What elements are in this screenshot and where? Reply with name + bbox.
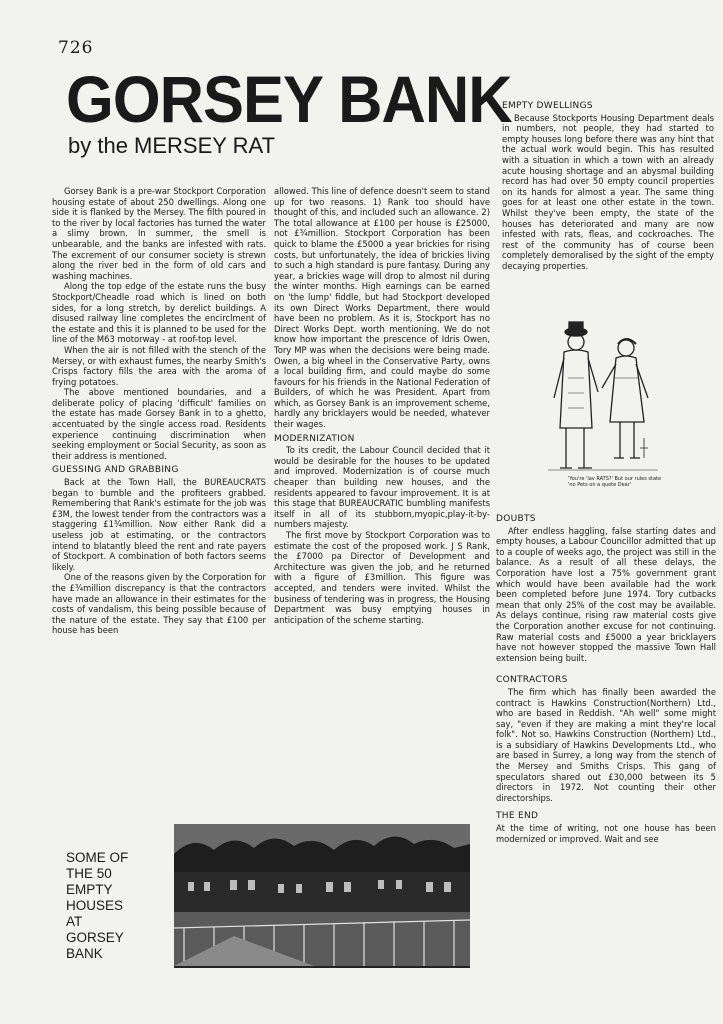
section-heading-contractors: CONTRACTORS — [496, 675, 568, 686]
cartoon-caption: 'You're 'lav RATS?' But our rules state 'no Pets on a quote Dear' — [568, 476, 662, 488]
article-column-1 — [52, 186, 266, 636]
paragraph: When the air is not filled with the stench of the Mersey, or with exhaust fumes, the nearby Smith's Crisps factory fills the area with the aroma of frying potatoes. — [52, 344, 266, 387]
caption-line: EMPTY — [66, 882, 113, 897]
caption-line: HOUSES — [66, 898, 124, 913]
paragraph: The first move by Stockport Corporation was to estimate the cost of the proposed work. J S Rank, the £7000 pa Director of Development and Architecture was given the job, and he returned with a figure of £3million. This figure was accepted, and tenders were invited. Whilst the business of tendering was in progress, the Housing Department was busy emptying houses in anticipation of the scheme starting. — [274, 530, 490, 625]
section-heading-doubts: DOUBTS — [496, 514, 536, 524]
headline: GORSEY BANK — [66, 62, 512, 136]
paragraph: After endless haggling, false starting dates and empty houses, a Labour Councillor admitted that up to a couple of weeks ago, the project was still in the balance. As a result of all these delays, the Corporation have lost a 75% government grant which would have been available had the work been completed before June 1974. Tory cutbacks mean that only 25% of the cost may be available. As delays continue, rising raw material costs give the Corporation another excuse for not continuing. Raw material costs and £5000 a year bricklayers have not however stopped the massive Town Hall extension being built. — [496, 525, 716, 663]
paragraph: Back at the Town Hall, the BUREAUCRATS began to bumble and the profiteers grabbed. Remembering that Rank's estimate for the job was £3M, the lowest tender from the contractors was a staggering £1¾million. Now either Rank did a useless job at estimating, or the contractors intend to blatantly bleed the rent and rate payers of Stockport. A combination of both factors seems likely. — [52, 477, 266, 572]
caption-line: THE 50 — [66, 866, 112, 881]
caption-line: AT — [66, 914, 83, 929]
cartoon-illustration — [548, 318, 658, 498]
paragraph: At the time of writing, not one house has been modernized or improved. Wait and see — [496, 823, 716, 844]
article-column-2 — [274, 186, 490, 625]
paragraph: The firm which has finally been awarded the contract is Hawkins Construction(Northern) Ltd., who are based in Reddish. "Ah well" some might say, "even if they are making a mint they're local folk". Not so. Hawkins Construction (Northern) Ltd., is a subsidiary of Hawkins Developments Ltd., who are based in Surrey, a long way from the stench of the Mersey and Smiths Crisps. This gang of speculators shared out £30,000 between its 5 directors in 1972. Not counting their other directorships. — [496, 686, 716, 803]
paragraph: To its credit, the Labour Council decided that it would be desirable for the houses to be updated and improved. Modernization is of course much cheaper than building new houses, and the residents appeared to favour improvement. It is at this stage that BUREAUCRATIC bumbling manifests itself in all of its stubborn,myopic,play-it-by-numbers majesty. — [274, 445, 490, 530]
section-heading-guessing: GUESSING AND GRABBING — [52, 465, 179, 476]
caption-line: GORSEY — [66, 930, 124, 945]
section-heading-empty-dwellings: EMPTY DWELLINGS — [502, 101, 593, 111]
caption-line: SOME OF — [66, 850, 129, 865]
article-column-3-top — [502, 97, 714, 272]
paragraph: Because Stockports Housing Department deals in numbers, not people, they had started to empty houses long before there was any hint that the actual work would begin. This has resulted with a situation in which a town with an already acute housing shortage and an abysmal building record has had over 50 empty council properties on its hands for almost a year. The same thing goes for at least one other estate in the town. Whilst they've been empty, the state of the houses has deteriorated and many are now infested with rats, fleas, and cockroaches. The rest of the community has of course been completely demoralised by the sight of the empty decaying properties. — [502, 112, 714, 271]
paragraph: Gorsey Bank is a pre-war Stockport Corporation housing estate of about 250 dwellings. Along one side it is flanked by the Mersey. The filth poured in to the river by local factories has turned the water a slimy brown. In summer, the smell is unbearable, and the banks are infested with rats. The excrement of our consumer society is strewn along the river bed in the form of old cars and washing machines. — [52, 186, 266, 281]
paragraph: allowed. This line of defence doesn't seem to stand up for two reasons. 1) Rank too should have thought of this, and included such an allowance. 2) The total allowance at £100 per house is £25000, not £¾million. Stockport Corporation has been quick to blame the £5000 a year brickies for rising costs, but unfortunately, the idea of brickies living to such a high standard is pure fantasy. During any year, a brickies wage will drop to almost nil during the winter months. High earnings can be earned on 'the lump' fiddle, but had Stockport developed its own Direct Works Department, there would have been no problem. As it is, Stockport has no Direct Works Dept. worth mentioning. We do not know how important the prescence of Idris Owen, Tory MP was when the decisions were being made. Owen, a big wheel in the Conservative Party, owns a local building firm, and could maybe do some favours for his friends in the National Federation of Builders, of which he was President. Apart from which, as Gorsey Bank is an improvement scheme, hardly any bricklayers would be needed, whatever their wages. — [274, 186, 490, 430]
section-heading-the-end: THE END — [496, 811, 539, 822]
paragraph: One of the reasons given by the Corporation for the £¾million discrepancy is that the contractors have made an allowance in their estimates for the costs of vandalism, this being possible because of the nature of the estate. They say that £100 per house has been — [52, 572, 266, 636]
page-number: 726 — [58, 38, 94, 58]
byline: by the MERSEY RAT — [68, 133, 276, 158]
paragraph: The above mentioned boundaries, and a deliberate policy of placing 'difficult' families on the estate has made Gorsey Bank in to a ghetto, accentuated by the single access road. Residents experience continuing discrimination when seeking employment or Social Security, as soon as their address is mentioned. — [52, 387, 266, 461]
housing-estate-photo — [174, 824, 470, 968]
article-column-3-bottom — [496, 512, 716, 844]
caption-line: BANK — [66, 946, 103, 961]
section-heading-modernization: MODERNIZATION — [274, 433, 355, 444]
photo-caption — [66, 850, 176, 962]
paragraph: Along the top edge of the estate runs the busy Stockport/Cheadle road which is lined on both sides, for a long stretch, by derelict buildings. A disused railway line completes the encirclment of the estate and this it is planned to be used for the line of the M63 motorway - at roof-top level. — [52, 281, 266, 345]
